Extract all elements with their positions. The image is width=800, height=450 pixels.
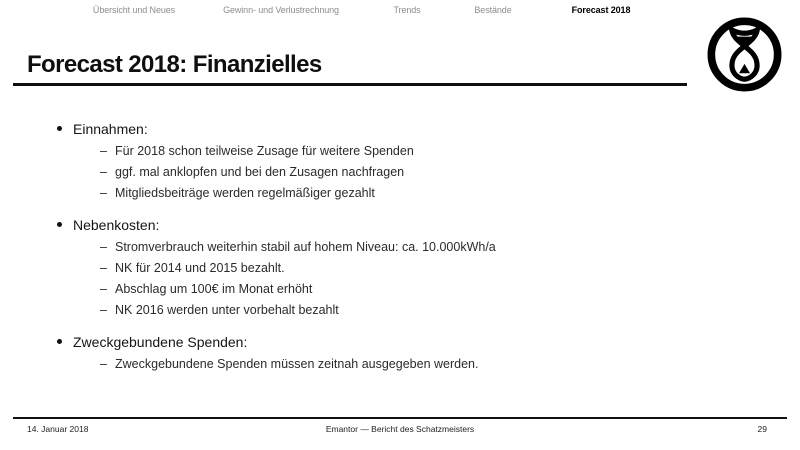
slide-body bbox=[0, 120, 720, 387]
dash-icon: – bbox=[100, 165, 107, 179]
dash-icon: – bbox=[100, 261, 107, 275]
list-item-text: Stromverbrauch weiterhin stabil auf hohem Niveau: ca. 10.000kWh/a bbox=[115, 240, 496, 254]
list-item-text: NK 2016 werden unter vorbehalt bezahlt bbox=[115, 303, 339, 317]
section-heading-row bbox=[0, 333, 720, 350]
title-rule bbox=[13, 83, 687, 86]
list-item bbox=[0, 183, 720, 204]
list-item-text: Für 2018 schon teilweise Zusage für weitere Spenden bbox=[115, 144, 414, 158]
section-nebenkosten bbox=[0, 216, 720, 321]
list-item bbox=[0, 162, 720, 183]
dash-icon: – bbox=[100, 186, 107, 200]
section-heading-row bbox=[0, 216, 720, 233]
hourglass-circle-icon bbox=[702, 12, 787, 97]
section-heading: Einnahmen: bbox=[73, 120, 148, 137]
list-item bbox=[0, 354, 720, 375]
list-item-text: NK für 2014 und 2015 bezahlt. bbox=[115, 261, 285, 275]
list-item bbox=[0, 258, 720, 279]
page-title: Forecast 2018: Finanzielles bbox=[27, 51, 322, 78]
list-item-text: Mitgliedsbeiträge werden regelmäßiger gezahlt bbox=[115, 186, 375, 200]
nav-item-trends[interactable]: Trends bbox=[393, 5, 421, 15]
dash-icon: – bbox=[100, 240, 107, 254]
section-heading: Zweckgebundene Spenden: bbox=[73, 333, 248, 350]
footer-date: 14. Januar 2018 bbox=[27, 424, 89, 434]
dash-icon: – bbox=[100, 357, 107, 371]
footer-page-number: 29 bbox=[757, 424, 767, 434]
dash-icon: – bbox=[100, 282, 107, 296]
footer-author-title: Emantor — Bericht des Schatzmeisters bbox=[325, 424, 475, 434]
bullet-icon bbox=[57, 126, 62, 131]
section-zweckgebundene-spenden bbox=[0, 333, 720, 375]
footer-rule bbox=[13, 417, 787, 419]
list-item-text: Zweckgebundene Spenden müssen zeitnah ausgegeben werden. bbox=[115, 357, 479, 371]
bullet-icon bbox=[57, 222, 62, 227]
bullet-icon bbox=[57, 339, 62, 344]
list-item-text: ggf. mal anklopfen und bei den Zusagen nachfragen bbox=[115, 165, 405, 179]
list-item bbox=[0, 279, 720, 300]
section-einnahmen bbox=[0, 120, 720, 204]
list-item bbox=[0, 141, 720, 162]
nav-item-gewinn-und-verlustrechnung[interactable]: Gewinn- und Verlustrechnung bbox=[223, 5, 339, 15]
dash-icon: – bbox=[100, 144, 107, 158]
nav-item-forecast-2018[interactable]: Forecast 2018 bbox=[571, 5, 631, 15]
section-heading-row bbox=[0, 120, 720, 137]
list-item bbox=[0, 237, 720, 258]
nav-item-uebersicht-und-neues[interactable]: Übersicht und Neues bbox=[92, 5, 176, 15]
list-item-text: Abschlag um 100€ im Monat erhöht bbox=[115, 282, 313, 296]
section-heading: Nebenkosten: bbox=[73, 216, 160, 233]
dash-icon: – bbox=[100, 303, 107, 317]
list-item bbox=[0, 300, 720, 321]
nav-item-bestaende[interactable]: Bestände bbox=[474, 5, 512, 15]
